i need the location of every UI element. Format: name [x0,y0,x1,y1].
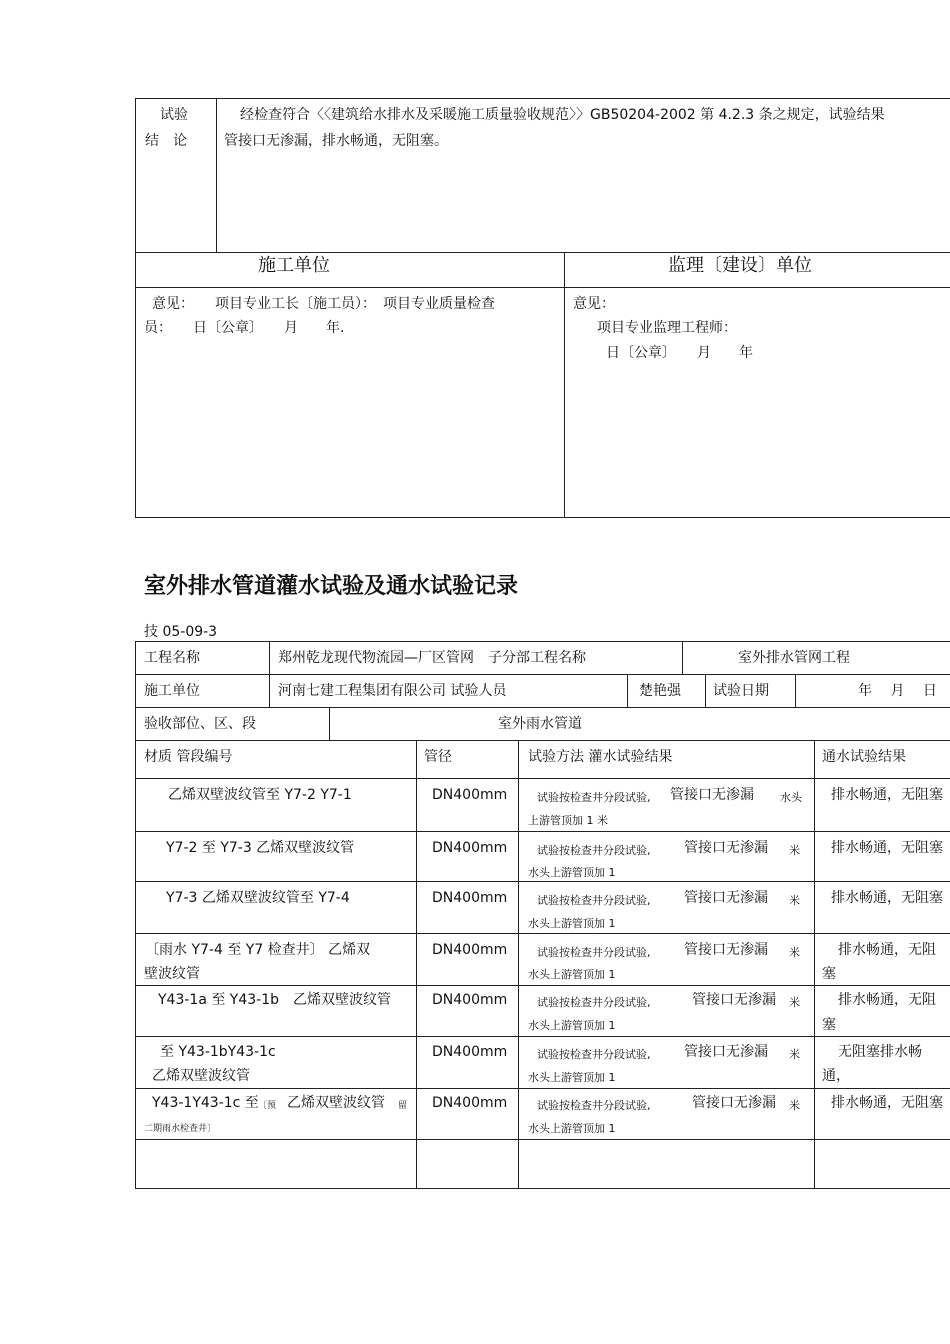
method-note: 米 [789,1048,800,1061]
method-note: 水头上游管顶加 1 [528,917,616,930]
method-result: 管接口无渗漏 [684,890,768,906]
flow-result: 排水畅通，无阻 [838,942,936,958]
method-note: 米 [789,946,800,959]
table-border [135,252,950,253]
method-note: 上游管顶加 1 米 [528,814,608,827]
supervisor-header: 监理〔建设〕单位 [668,255,812,276]
method-note: 米 [789,844,800,857]
conclusion-text: 管接口无渗漏，排水畅通，无阻塞。 [224,133,448,149]
method-result: 管接口无渗漏 [670,787,754,803]
segment-note: 二期雨水检查井〕 [144,1124,217,1134]
table-border [705,674,706,708]
diameter-cell: DN400mm [432,942,508,958]
test-date-label: 试验日期 [713,683,769,699]
table-border [135,933,950,934]
segment-cell: Y7-3 乙烯双壁波纹管至 Y7-4 [166,890,350,906]
method-note: 试验按检查井分段试验, [537,844,651,857]
table-border [682,641,683,675]
diameter-cell: DN400mm [432,787,508,803]
contractor-label: 施工单位 [144,683,200,699]
segment-cell: Y43-1a 至 Y43-1b 乙烯双壁波纹管 [158,992,392,1008]
method-note: 水头 [780,791,802,804]
method-note: 米 [789,894,800,907]
table-border [814,740,815,1189]
method-note: 试验按检查井分段试验, [537,791,651,804]
section-label: 验收部位、区、段 [144,716,256,732]
table-border [135,1088,950,1089]
table-border [135,831,950,832]
document-code: 技 05-09-3 [144,624,218,640]
segment-cell: 至 Y43-1bY43-1c [160,1044,276,1060]
method-note: 试验按检查井分段试验, [537,894,651,907]
contractor-opinion: 意见： 项目专业工长〔施工员）： 项目专业质量检查 [152,296,495,312]
column-header-method: 试验方法 灌水试验结果 [528,749,673,765]
segment-cell: 壁波纹管 [144,966,200,982]
flow-result: 排水畅通，无阻 [838,992,936,1008]
diameter-cell: DN400mm [432,992,508,1008]
method-note: 米 [789,996,800,1009]
table-border [135,287,950,288]
segment-cell: Y43-1Y43-1c 至 [152,1095,259,1111]
table-border [795,674,796,708]
method-result: 管接口无渗漏 [692,1095,776,1111]
table-border [135,98,950,99]
project-name-label: 工程名称 [144,650,200,666]
section-value: 室外雨水管道 [498,716,582,732]
supervisor-opinion: 日〔公章〕 月 年 [606,345,753,361]
method-note: 试验按检查井分段试验, [537,1048,651,1061]
segment-cell: Y7-2 至 Y7-3 乙烯双壁波纹管 [166,840,355,856]
conclusion-text: 经检查符合〈〈建筑给水排水及采暖施工质量验收规范〉〉GB50204-2002 第 4.2.3 条之规定，试验结果 [240,107,885,123]
column-header-material: 材质 管段编号 [144,749,233,765]
segment-cell: 乙烯双壁波纹管 [287,1095,385,1111]
method-note: 试验按检查井分段试验, [537,946,651,959]
tester-value: 楚艳强 [639,683,681,699]
segment-cell: 〔雨水 Y7-4 至 Y7 检查井〕 乙烯双 [145,942,371,958]
document-title: 室外排水管道灌水试验及通水试验记录 [144,574,519,599]
table-border [135,1188,950,1189]
table-border [135,740,950,741]
table-border [416,740,417,1189]
method-result: 管接口无渗漏 [684,840,768,856]
method-note: 水头上游管顶加 1 [528,866,616,879]
method-note: 试验按检查井分段试验, [537,996,651,1009]
method-result: 管接口无渗漏 [684,942,768,958]
table-border [269,641,270,708]
supervisor-opinion: 项目专业监理工程师： [597,320,737,336]
subproject-value: 室外排水管网工程 [738,650,850,666]
contractor-value: 河南七建工程集团有限公司 试验人员 [278,683,507,699]
table-border [135,881,950,882]
project-name-value: 郑州乾龙现代物流园—厂区管网 子分部工程名称 [278,650,586,666]
flow-result: 排水畅通，无阻塞 [831,1095,943,1111]
method-result: 管接口无渗漏 [692,992,776,1008]
conclusion-label: 结 论 [145,133,187,149]
method-note: 水头上游管顶加 1 [528,1122,616,1135]
flow-result: 排水畅通，无阻塞 [831,890,943,906]
segment-cell: 乙烯双壁波纹管 [152,1068,250,1084]
table-border [135,1139,950,1140]
conclusion-label: 试验 [160,107,188,123]
contractor-header: 施工单位 [258,255,330,276]
segment-note: 留 [398,1101,408,1111]
table-border [627,674,628,708]
column-header-diameter: 管径 [424,749,452,765]
table-border [135,707,950,708]
supervisor-opinion: 意见： [573,296,615,312]
diameter-cell: DN400mm [432,1095,508,1111]
diameter-cell: DN400mm [432,890,508,906]
diameter-cell: DN400mm [432,1044,508,1060]
flow-result: 塞 [822,1017,836,1033]
table-border [135,641,950,642]
flow-result: 塞 [822,966,836,982]
table-border [329,707,330,741]
contractor-opinion: 员： 日〔公章〕 月 年. [144,320,345,336]
table-border [135,98,136,518]
column-header-flow: 通水试验结果 [822,749,906,765]
table-border [135,641,136,1189]
table-border [135,778,950,779]
flow-result: 无阻塞排水畅 [838,1044,922,1060]
table-border [216,98,217,253]
method-note: 水头上游管顶加 1 [528,1019,616,1032]
method-result: 管接口无渗漏 [684,1044,768,1060]
method-note: 试验按检查井分段试验, [537,1099,651,1112]
table-border [135,517,950,518]
table-border [564,252,565,518]
method-note: 水头上游管顶加 1 [528,1071,616,1084]
flow-result: 排水畅通，无阻塞 [831,787,943,803]
segment-note: 〔预 [258,1101,277,1111]
method-note: 米 [789,1099,800,1112]
table-border [135,674,950,675]
table-border [518,740,519,1189]
method-note: 水头上游管顶加 1 [528,968,616,981]
flow-result: 通， [822,1068,850,1084]
diameter-cell: DN400mm [432,840,508,856]
segment-cell: 乙烯双壁波纹管至 Y7-2 Y7-1 [168,787,352,803]
flow-result: 排水畅通，无阻塞 [831,840,943,856]
test-date-value: 年 月 日 [858,683,937,699]
